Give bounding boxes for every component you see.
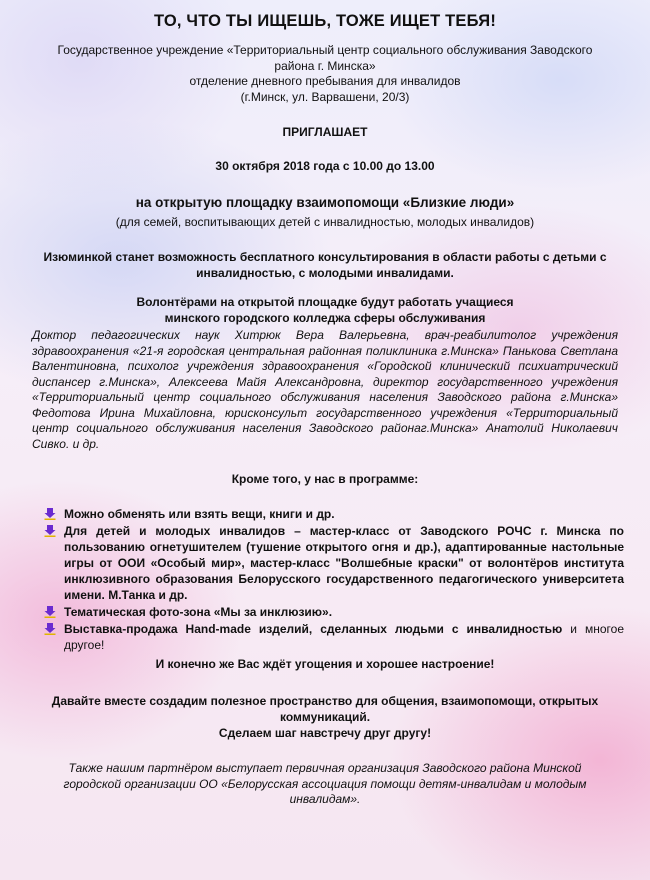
- program-heading: Кроме того, у нас в программе:: [231, 472, 419, 486]
- flyer-title: ТО, ЧТО ТЫ ИЩЕШЬ, ТОЖЕ ИЩЕТ ТЕБЯ!: [153, 12, 497, 30]
- list-item-text: Для детей и молодых инвалидов – мастер-класс от Заводского РОЧС г. Минска по пользованию огнетушителем (тушение открытого огня и др.), адаптированные настольные игры от ООИ «Особый мир», мастер-класс "Волшебные краски" от волонтёров института инклюзивного образования Белорусского государственного педагогического университета имени. М.Танка и др.: [64, 524, 624, 602]
- volunteers-line: Волонтёрами на открытой площадке будут работать учащиеся: [136, 295, 514, 309]
- partner-line: инвалидам».: [289, 792, 361, 806]
- closing-line: коммуникаций.: [279, 710, 371, 724]
- platform-title: на открытую площадку взаимопомощи «Близкие люди»: [135, 195, 515, 210]
- closing-block: [26, 693, 624, 741]
- consultants-paragraph: Доктор педагогических наук Хитрюк Вера Валерьевна, врач-реабилитолог учреждения здравоохранения «21-я городская центральная районная поликлиника г.Минска» Панькова Светлана Валентиновна, психолог учреждения здравоохранения «Городской клинический психиатрический диспансер г.Минска», Алексеева Майя Александровна, директор государственного учреждения «Территориальный центр социального обслуживания населения Заводского района г.Минска» Федотова Ирина Михайловна, юрисконсульт государственного учреждения «Территориальный центр социального обслуживания населения Заводского районаг.Минска» Анатолий Николаевич Сивко. и др.: [32, 328, 618, 451]
- closing-line: Давайте вместе создадим полезное пространство для общения, взаимопомощи, открытых: [51, 694, 599, 708]
- list-item-text-rest: и многое другое!: [64, 622, 624, 652]
- closing-slogan: Сделаем шаг навстречу друг другу!: [218, 726, 432, 740]
- arrow-bullet-icon: [44, 508, 56, 520]
- partner-line: Также нашим партнёром выступает первичная организация Заводского района Минской: [68, 761, 582, 775]
- invite-label: ПРИГЛАШАЕТ: [282, 125, 368, 139]
- highlight-line: инвалидностью, с молодыми инвалидами.: [196, 266, 454, 280]
- arrow-bullet-icon: [44, 623, 56, 635]
- arrow-bullet-icon: [44, 525, 56, 537]
- program-list: [26, 506, 624, 653]
- volunteers-heading: [26, 295, 624, 326]
- org-address: (г.Минск, ул. Варвашени, 20/3): [240, 89, 410, 104]
- list-item-text: Тематическая фото-зона «Мы за инклюзию».: [64, 605, 333, 619]
- list-item: [26, 523, 624, 603]
- volunteers-line: минского городского колледжа сферы обслуживания: [164, 310, 486, 325]
- org-line: Государственное учреждение «Территориальный центр социального обслуживания Заводского: [57, 43, 593, 57]
- list-item-text: Выставка-продажа Hand-made изделий, сделанных людьми с инвалидностью: [64, 622, 563, 636]
- organization-block: [26, 43, 624, 105]
- list-item: [26, 604, 624, 620]
- org-line: района г. Минска»: [274, 58, 376, 73]
- list-item: [26, 621, 624, 653]
- platform-subtitle: (для семей, воспитывающих детей с инвалидностью, молодых инвалидов): [115, 215, 535, 229]
- highlight-block: [26, 249, 624, 281]
- partner-block: [26, 761, 624, 808]
- event-date: 30 октября 2018 года с 10.00 до 13.00: [215, 159, 435, 173]
- highlight-line: Изюминкой станет возможность бесплатного консультирования в области работы с детьми с: [43, 250, 607, 264]
- list-item: [26, 506, 624, 522]
- org-line: отделение дневного пребывания для инвалидов: [189, 74, 461, 88]
- partner-line: городской организации ОО «Белорусская ассоциация помощи детям-инвалидам и молодым: [63, 776, 587, 791]
- wishes-line: И конечно же Вас ждёт угощения и хорошее настроение!: [155, 657, 495, 671]
- list-item-text: Можно обменять или взять вещи, книги и др.: [64, 507, 335, 521]
- arrow-bullet-icon: [44, 606, 56, 618]
